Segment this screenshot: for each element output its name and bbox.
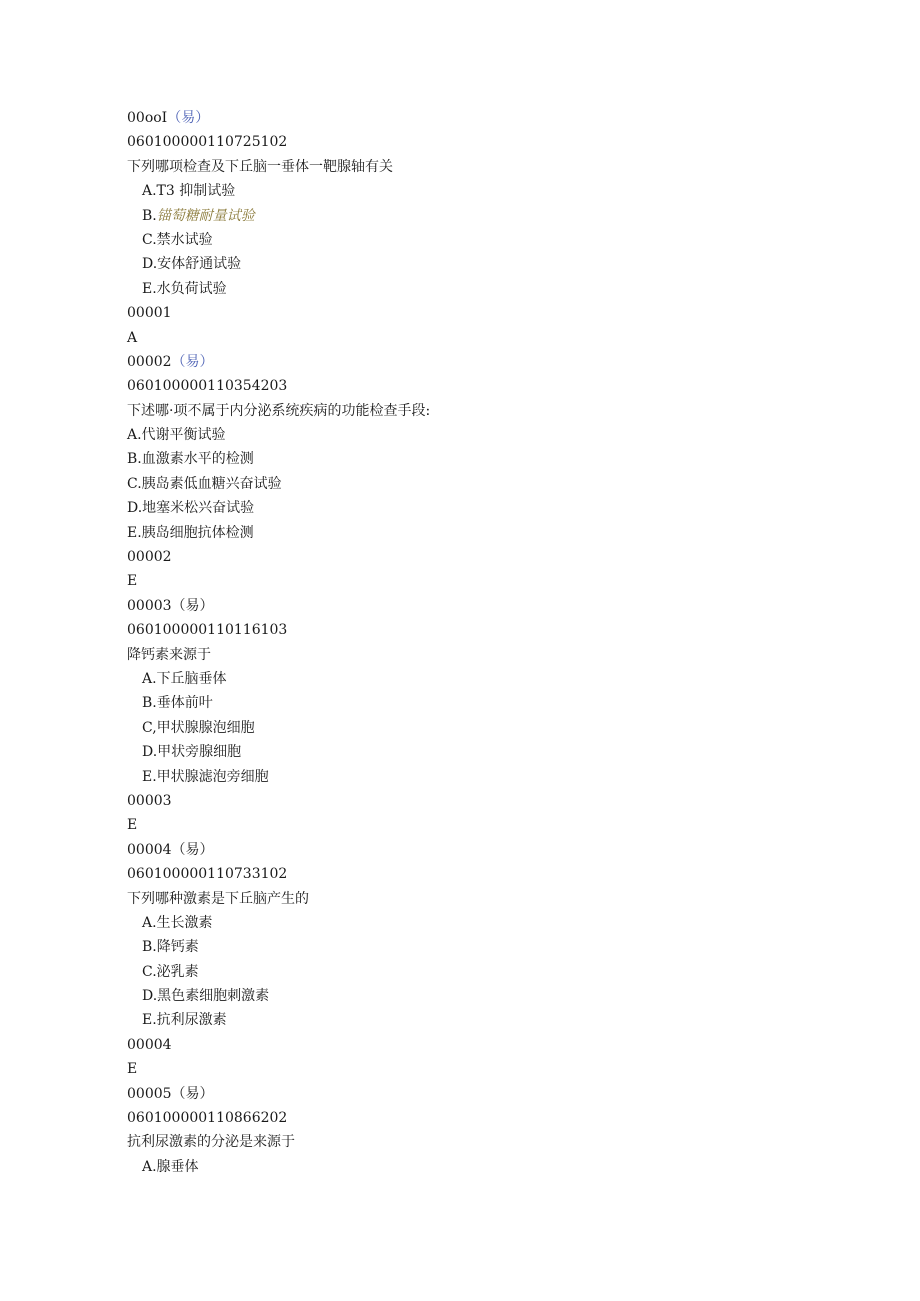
question-stem: 下列哪种激素是下丘脑产生的: [127, 890, 309, 907]
difficulty-label: （易）: [171, 841, 214, 858]
answer: E: [127, 573, 138, 590]
answer: E: [127, 817, 138, 834]
question-number: 00005: [127, 1085, 172, 1102]
answer-number: 00003: [127, 792, 172, 809]
option-b-text: 锚萄糖耐量试验: [156, 207, 255, 224]
question-number: 00004: [127, 841, 172, 858]
difficulty-label: （易）: [171, 597, 214, 614]
question-stem: 下列哪项检查及下丘脑一垂体一靶腺轴有关: [127, 158, 393, 175]
answer: A: [127, 329, 138, 346]
question-header: [127, 350, 827, 374]
option-c: C.禁水试验: [142, 231, 213, 248]
answer-number: 00001: [127, 305, 172, 322]
option-e: E.水负荷试验: [142, 280, 227, 297]
option-a: A.代谢平衡试验: [127, 427, 226, 444]
question-number: 00003: [127, 597, 172, 614]
question-header: [127, 838, 827, 862]
option-b-letter: B.: [142, 207, 157, 224]
option-e: E.胰岛细胞抗体检测: [127, 524, 254, 541]
question-number: 00002: [127, 353, 172, 370]
question-header: [127, 1082, 827, 1106]
difficulty-label: （易）: [171, 1085, 214, 1102]
question-code: 060100000110866202: [127, 1110, 288, 1127]
question-code: 060100000110733102: [127, 866, 288, 883]
option-c: C.胰岛素低血糖兴奋试验: [127, 475, 282, 492]
question-stem: 抗利尿激素的分泌是来源于: [127, 1134, 295, 1151]
option-a: A.下丘脑垂体: [142, 670, 227, 687]
option-b: B.垂体前叶: [142, 695, 213, 712]
difficulty-label: （易）: [171, 353, 214, 370]
option-d: D.地塞米松兴奋试验: [127, 500, 255, 517]
option-a: A.T3 抑制试验: [142, 183, 236, 200]
option-d: D.安体舒通试验: [142, 256, 242, 273]
option-e: E.甲状腺滤泡旁细胞: [142, 768, 269, 785]
answer-number: 00004: [127, 1036, 172, 1053]
question-stem: 下述哪·项不属于内分泌系统疾病的功能检查手段:: [127, 402, 431, 419]
answer-number: 00002: [127, 549, 172, 566]
option-b: B.降钙素: [142, 939, 199, 956]
document-page: [127, 106, 827, 1179]
question-stem: 降钙素来源于: [127, 646, 211, 663]
option-e: E.抗利尿激素: [142, 1012, 227, 1029]
option-a: A.生长激素: [142, 914, 213, 931]
answer: E: [127, 1061, 138, 1078]
option-c: C.泌乳素: [142, 963, 199, 980]
option-b: B.血激素水平的检测: [127, 451, 254, 468]
question-number: 00ooI: [127, 110, 168, 126]
option-a: A.腺垂体: [142, 1158, 199, 1175]
option-d: D.甲状旁腺细胞: [142, 744, 242, 761]
question-code: 060100000110354203: [127, 378, 288, 395]
question-header: [127, 594, 827, 618]
option-d: D.黑色素细胞刺激素: [142, 988, 270, 1005]
question-header: [127, 106, 827, 130]
difficulty-label: （易）: [167, 110, 210, 126]
option-c: C,甲状腺腺泡细胞: [142, 719, 255, 736]
question-code: 060100000110116103: [127, 622, 288, 639]
question-code: 060100000110725102: [127, 134, 288, 151]
option-b: [127, 204, 827, 228]
